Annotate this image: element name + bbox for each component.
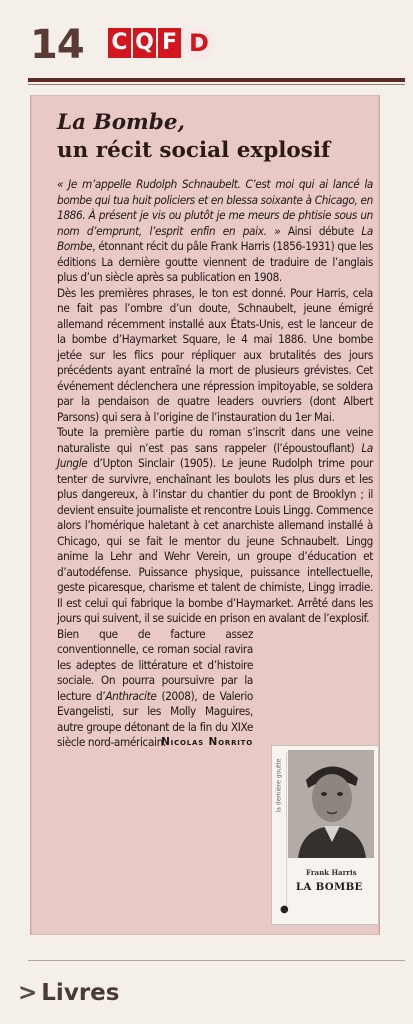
author-portrait <box>288 750 374 858</box>
paragraph-intro <box>57 177 373 286</box>
logo-letter-f: F <box>158 28 181 58</box>
article-box <box>30 95 380 935</box>
magazine-logo <box>108 28 213 68</box>
intro-text-b: , étonnant récit du pâle Frank Harris (1856-1931) que les éditions La dernière goutte viennent de traduire de l’anglais plus d’un siècle après sa publication en 1908. <box>57 239 373 284</box>
logo-letter-q: Q <box>133 28 156 58</box>
book-author: Frank Harris <box>306 868 357 877</box>
logo-letter-c: C <box>108 28 131 58</box>
paragraph-conclusion <box>57 627 253 751</box>
plot-text-b: d’Upton Sinclair (1905). Le jeune Rudolph trime pour tenter de survivre, enchaînant les boulots les plus durs et les plus dangereux, à l’instar du chantier du pont de Brooklyn ; il devient ensuite journaliste et rencontre Louis Lingg. Commence alors l’homérique haletant à cet anarchiste allemand installé à Chicago, qui se fait le mentor du jeune Schnaubelt. Lingg anime la Lehr and Wehr Verein, un groupe d’éducation et d’autodéfense. Puissance physique, puissance intellectuelle, geste picaresque, charisme et talent de chimiste, Lingg irradie. Il est celui qui fabrique la bombe d’Haymarket. Arrêté dans les jours qui suivent, il se suicide en prison en avalant de l’explosif. <box>57 456 373 625</box>
plot-ref-title: La Jungle <box>57 440 373 470</box>
section-name: Livres <box>41 980 120 1006</box>
publisher-drop-icon: ● <box>280 904 289 915</box>
book-cover <box>271 745 379 925</box>
article-body <box>57 177 373 751</box>
logo-letter-d: D <box>185 26 213 60</box>
headline-line1: La Bombe, <box>57 110 185 135</box>
plot-text-a: Toute la première partie du roman s’inscrit dans une veine naturaliste qui n’est pas sans rappeler (l’époustouflant) <box>57 425 373 455</box>
header-rule-thin <box>28 84 405 85</box>
intro-text-a: Ainsi débute <box>280 223 362 238</box>
book-publisher: la dernière goutte <box>275 758 283 813</box>
book-title: LA BOMBE <box>296 882 363 893</box>
portrait-image <box>288 750 374 858</box>
footer-rule <box>28 960 405 961</box>
opening-quote: « Je m’appelle Rudolph Schnaubelt. C’est moi qui ai lancé la bombe qui tua huit policiers et en blessa soixante à Chicago, en 1886. À présent je vis ou plutôt je me meurs de phtisie sous un nom d’emprunt, l’esprit enfin en paix. » <box>57 177 373 238</box>
book-spine <box>274 752 287 912</box>
article-author: Nicolas Norrito <box>161 736 253 748</box>
paragraph-plot <box>57 425 373 627</box>
header-rule <box>28 78 405 82</box>
headline-line2: un récit social explosif <box>57 138 331 163</box>
page-number: 14 <box>30 22 84 68</box>
paragraph-context: Dès les premières phrases, le ton est donné. Pour Harris, cela ne fait pas l’ombre d’un doute, Schnaubelt, jeune émigré allemand récemment installé aux États-Unis, est le lanceur de la bombe d’Haymarket Square, le 4 mai 1886. Une bombe jetée sur les flics pour répliquer aux brutalités des jours précédents ayant entraîné la mort de plusieurs grévistes. Cet événement déclenchera une répression impitoyable, se soldera par la pendaison de quatre leaders ouvriers (dont Albert Parsons) qui sera à l’origine de l’instauration du 1er Mai. <box>57 285 373 424</box>
conclusion-text-a: Bien que de facture assez conventionnelle, ce roman social ravira les adeptes de littérature et d’histoire sociale. On pourra poursuivre par la lecture d’ <box>57 626 253 703</box>
article-headline <box>57 109 377 165</box>
section-arrow-icon: > <box>18 980 38 1006</box>
conclusion-ref-title: Anthracite <box>105 688 157 703</box>
section-label <box>18 980 119 1006</box>
intro-book-title: La Bombe <box>57 223 373 253</box>
conclusion-text-b: (2008), de Valerio Evangelisti, sur les Molly Maguires, autre groupe détonant de la fin du XIXe siècle nord-américain. <box>57 688 253 749</box>
